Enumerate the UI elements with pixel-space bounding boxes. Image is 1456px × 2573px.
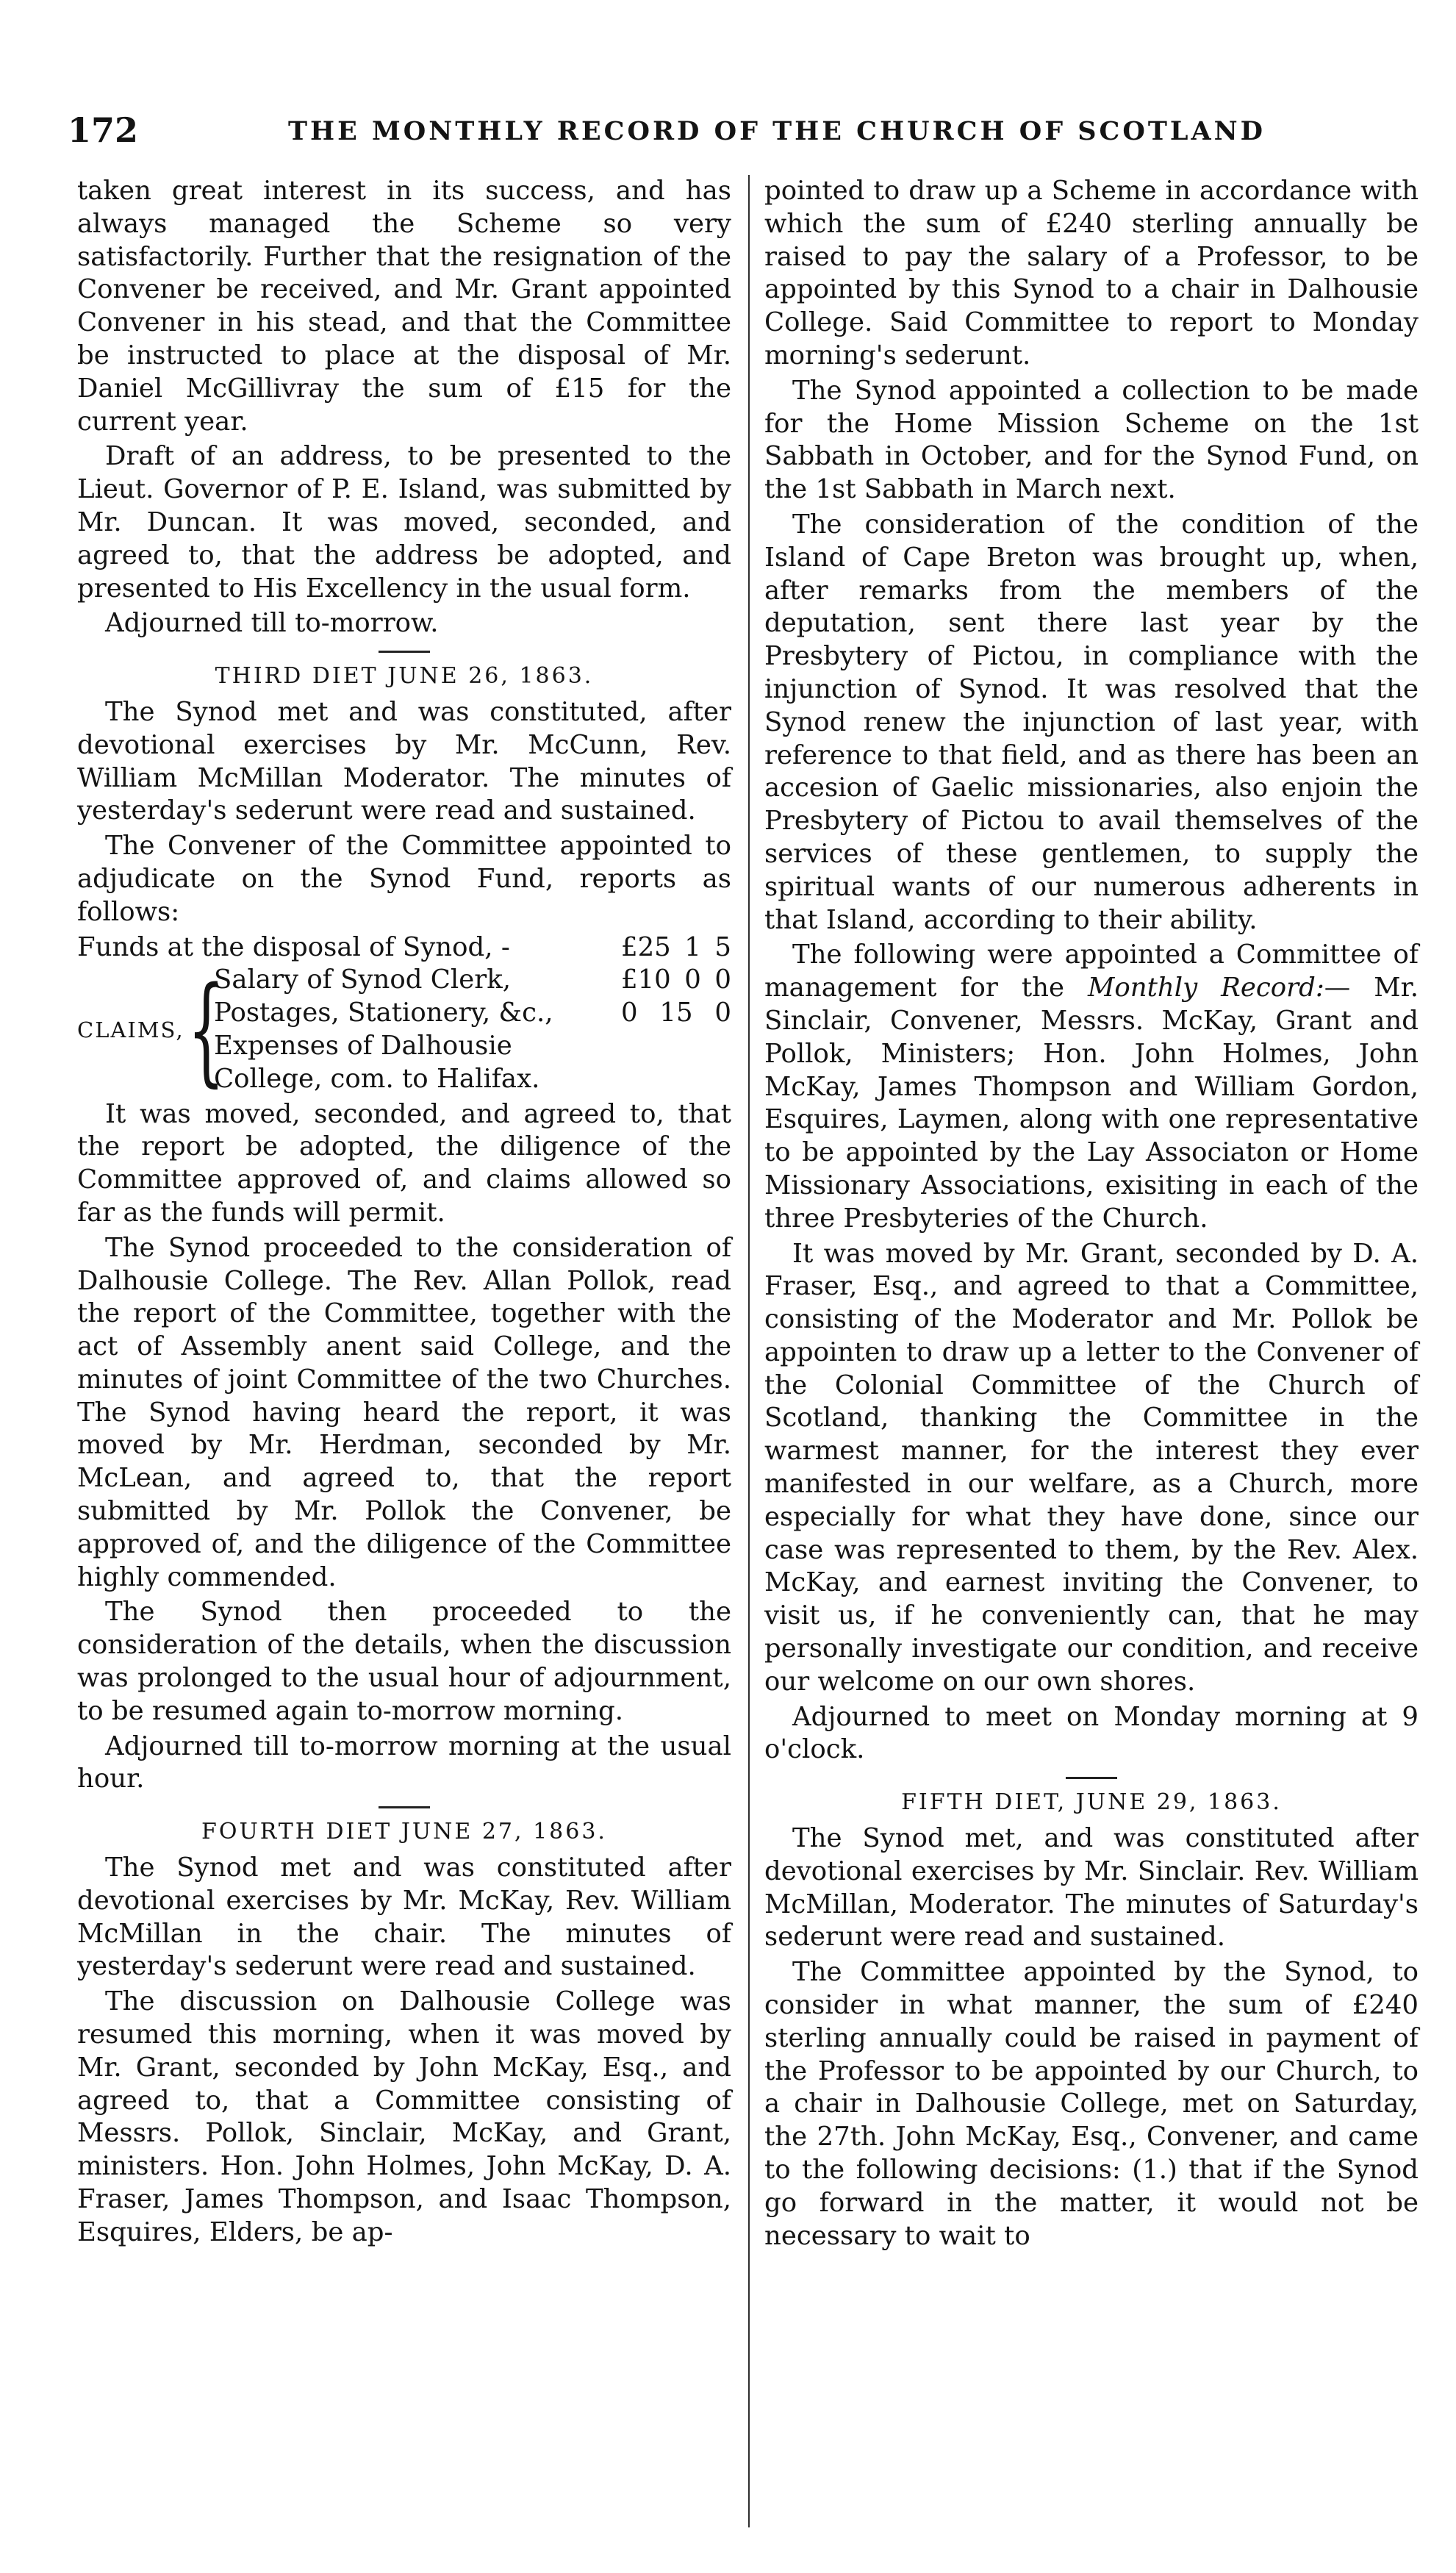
claim-row — [214, 964, 731, 997]
paragraph: The Synod then proceeded to the consideration of the details, when the discussion was prolonged to the usual hour of adjournment, to be resumed again to-morrow morning. — [77, 1597, 731, 1726]
section-heading: FIFTH DIET, JUNE 29, 1863. — [901, 1789, 1282, 1816]
paragraph — [764, 939, 1419, 1235]
paragraph: pointed to draw up a Scheme in accordance with which the sum of £240 sterling annually be raised to pay the salary of a Professor, to be appointed by this Synod to a chair in Dalhousie College. Said Committee to report to Monday morning's sederunt. — [764, 176, 1419, 371]
section-divider — [379, 651, 430, 653]
claims-label: CLAIMS, — [77, 1017, 184, 1042]
claim-amount — [621, 964, 731, 997]
column-divider — [748, 175, 750, 2527]
claim-label: Salary of Synod Clerk, — [214, 965, 512, 995]
paragraph: The Synod met and was constituted after devotional exercises by Mr. McKay, Rev. William McMillan in the chair. The minutes of yesterday's sederunt were read and sustained. — [77, 1853, 731, 1982]
text-run: — Mr. Sinclair, Convener, Messrs. McKay, Grant and Pollok, Ministers; Hon. John Holmes, John McKay, James Thompson and William Gordon, Esquires, Laymen, along with one representative to be appointed by the Lay Associaton or Home Missionary Associations, exisiting in each of the three Presbyteries of the Church. — [764, 973, 1419, 1234]
paragraph: The Convener of the Committee appointed to adjudicate on the Synod Fund, reports as follows: — [77, 831, 731, 927]
text-run: The following were appointed a Committee of management for the — [764, 940, 1419, 1003]
brace-icon: { — [187, 960, 225, 1098]
left-column — [77, 175, 731, 2252]
funds-amount — [621, 931, 731, 965]
paragraph: It was moved, seconded, and agreed to, that the report be adopted, the diligence of the Committee approved of, and claims allowed so far as the funds will permit. — [77, 1098, 731, 1228]
funds-label: Funds at the disposal of Synod, - — [77, 931, 510, 962]
paragraph: taken great interest in its success, and has always managed the Scheme so very satisfactorily. Further that the resignation of the Convener be received, and Mr. Grant appointed Convener in his stead, and that the Committee be instructed to place at the disposal of Mr. Daniel McGillivray the sum of £15 for the current year. — [77, 176, 731, 437]
running-header — [68, 110, 1435, 169]
section-divider — [379, 1806, 430, 1808]
claim-label: Expenses of Dalhousie — [214, 1030, 512, 1061]
claim-amount — [621, 1063, 731, 1096]
running-title: THE MONTHLY RECORD OF THE CHURCH OF SCOTLAND — [288, 116, 1266, 146]
paragraph: Adjourned till to-morrow. — [105, 608, 439, 639]
claim-row — [214, 1063, 731, 1096]
claim-label: College, com. to Halifax. — [214, 1063, 540, 1094]
paragraph: The Synod appointed a collection to be made for the Home Mission Scheme on the 1st Sabbath in October, and for the Synod Fund, on the 1st Sabbath in March next. — [764, 375, 1419, 505]
paragraph: The discussion on Dalhousie College was resumed this morning, when it was moved by Mr. Grant, seconded by John McKay, Esq., and agreed to, that a Committee consisting of Messrs. Pollok, Sinclair, McKay, and Grant, ministers. Hon. John Holmes, John McKay, D. A. Fraser, James Thompson, and Isaac Thompson, Esquires, Elders, be ap- — [77, 1986, 731, 2247]
pence: 0 — [714, 998, 731, 1028]
right-column — [764, 175, 1419, 2255]
paragraph: Adjourned to meet on Monday morning at 9 o'clock. — [764, 1701, 1419, 1765]
claim-amount — [621, 1030, 731, 1063]
pence: 0 — [714, 965, 731, 995]
funds-line — [77, 931, 731, 965]
claims-table — [77, 960, 731, 1098]
paragraph: The Committee appointed by the Synod, to consider in what manner, the sum of £240 sterling annually could be raised in payment of the Professor to be appointed by our Church, to a chair in Dalhousie College, met on Saturday, the 27th. John McKay, Esq., Convener, and came to the following decisions: (1.) that if the Synod go forward in the matter, it would not be necessary to wait to — [764, 1957, 1419, 2251]
claim-amount — [621, 997, 731, 1030]
pounds: £25 — [621, 931, 671, 962]
paragraph: Adjourned till to-morrow morning at the usual hour. — [77, 1731, 731, 1794]
paragraph: The Synod met and was constituted, after devotional exercises by Mr. McCunn, Rev. William McMillan Moderator. The minutes of yesterday's sederunt were read and sustained. — [77, 696, 731, 826]
claim-row — [214, 997, 731, 1030]
page-number: 172 — [68, 110, 139, 150]
paragraph: The Synod proceeded to the consideration of Dalhousie College. The Rev. Allan Pollok, read the report of the Committee, together with the act of Assembly anent said College, and the minutes of joint Committee of the two Churches. The Synod having heard the report, it was moved by Mr. Herdman, seconded by Mr. McLean, and agreed to, that the report submitted by Mr. Pollok the Convener, be approved of, and the diligence of the Committee highly commended. — [77, 1232, 731, 1592]
shillings: 15 — [659, 998, 693, 1028]
shillings: 0 — [684, 965, 701, 995]
section-heading: THIRD DIET JUNE 26, 1863. — [215, 663, 594, 690]
pence: 5 — [714, 931, 731, 962]
paragraph: Draft of an address, to be presented to the Lieut. Governor of P. E. Island, was submitted by Mr. Duncan. It was moved, seconded, and agreed to, that the address be adopted, and presented to His Excellency in the usual form. — [77, 441, 731, 604]
pounds: 0 — [621, 998, 638, 1028]
publication-title: Monthly Record: — [1088, 973, 1324, 1003]
section-heading: FOURTH DIET JUNE 27, 1863. — [201, 1819, 607, 1845]
claim-row — [214, 1030, 731, 1063]
shillings: 1 — [684, 931, 701, 962]
claim-label: Postages, Stationery, &c., — [214, 998, 553, 1028]
section-divider — [1066, 1777, 1117, 1779]
paragraph: The consideration of the condition of the Island of Cape Breton was brought up, when, after remarks from the members of the deputation, sent there last year by the Presbytery of Pictou, in compliance with the injunction of Synod. It was resolved that the Synod renew the injunction of last year, with reference to that field, and as there has been an accesion of Gaelic missionaries, also enjoin the Presbytery of Pictou to avail themselves of the services of these gentlemen, to supply the spiritual wants of our numerous adherents in that Island, according to their ability. — [764, 509, 1419, 935]
paragraph: The Synod met, and was constituted after devotional exercises by Mr. Sinclair. Rev. William McMillan, Moderator. The minutes of Saturday's sederunt were read and sustained. — [764, 1823, 1419, 1953]
paragraph: It was moved by Mr. Grant, seconded by D. A. Fraser, Esq., and agreed to that a Committee, consisting of the Moderator and Mr. Pollok be appointen to draw up a letter to the Convener of the Colonial Committee of the Church of Scotland, thanking the Committee in the warmest manner, for the interest they ever manifested in our welfare, as a Church, more especially for what they have done, since our case was represented to them, by the Rev. Alex. McKay, and earnest inviting the Convener, to visit us, if he conveniently can, that he may personally investigate our condition, and receive our welcome on our own shores. — [764, 1238, 1419, 1697]
pounds: £10 — [621, 965, 671, 995]
claims-items — [214, 964, 731, 1095]
